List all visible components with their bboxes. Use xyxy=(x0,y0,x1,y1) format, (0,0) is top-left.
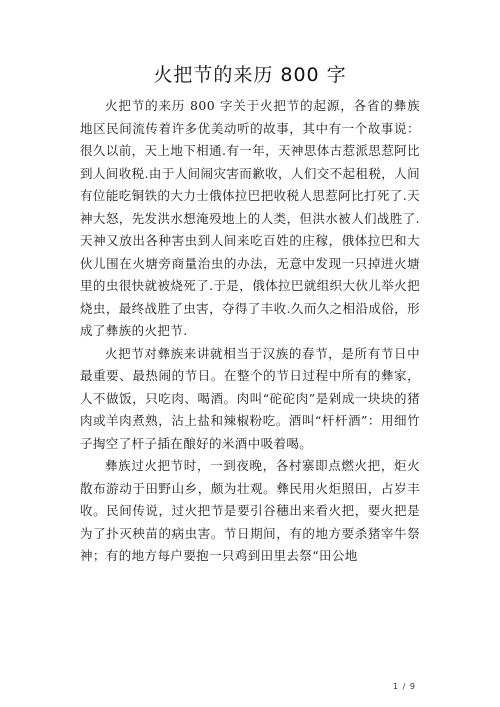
document-body xyxy=(80,95,420,568)
document-title: 火把节的来历 800 字 xyxy=(153,64,347,86)
paragraph-2 xyxy=(80,343,420,456)
paragraph-text: 火把节的来历 800 字关于火把节的起源，各省的彝族地区民间流传着许多优美动听的故事，其中有一个故事说：很久以前，天上地下相通.有一年，天神思体古惹派思惹阿比到人间收税.由于人间闹灾害而歉收，人们交不起租税，人间有位能吃铜铁的大力士俄体拉巴把收税人思惹阿比打死了.天神大怒，先发洪水想淹殁地上的人类，但洪水被人们战胜了.天神又放出各种害虫到人间来吃百姓的庄稼，俄体拉巴和大伙儿围在火塘旁商量治虫的办法，无意中发现一只掉进火塘里的虫很快就被烧死了.于是，俄体拉巴就组织大伙儿举火把烧虫，最终战胜了虫害，夺得了丰收.久而久之相沿成俗，形成了彝族的火把节. xyxy=(80,98,420,338)
paragraph-text: 彝族过火把节时，一到夜晚，各村寨即点燃火把，炬火散布游动于田野山乡，颇为壮观。彝民用火炬照田，占岁丰收。民间传说，过火把节是要引谷穗出来看火把，要火把是为了扑灭秧苗的病虫害。节日期间，有的地方要杀猪宰牛祭神；有的地方每户要抱一只鸡到田里去祭“田公地 xyxy=(80,458,420,563)
page-number: 1 / 9 xyxy=(393,682,416,691)
paragraph-1 xyxy=(80,95,420,343)
paragraph-3 xyxy=(80,455,420,568)
paragraph-text: 火把节对彝族来讲就相当于汉族的春节，是所有节日中最重要、最热闹的节日。在整个的节日过程中所有的彝家，人不做饭，只吃肉、喝酒。肉叫“砣砣肉”是剁成一块块的猪肉或羊肉煮熟，沾上盐和辣椒粉吃。酒叫“杆杆酒”：用细竹子掏空了杆子插在酿好的米酒中吸着喝。 xyxy=(80,345,420,451)
